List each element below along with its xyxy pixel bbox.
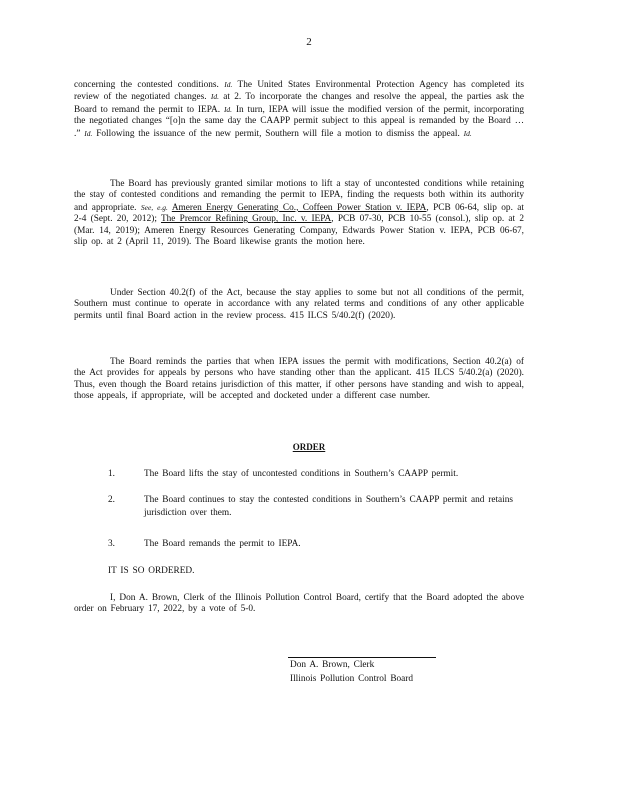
paragraph-motion-summary <box>74 79 524 140</box>
citation-id: Id. <box>463 128 472 138</box>
case-name: The Premcor Refining Group, Inc. v. IEPA <box>160 214 332 225</box>
text-run: Following the issuance of the new permit, Southern will file a motion to dismiss the appeal. <box>96 128 460 139</box>
citation-signal: See, e.g. <box>140 202 168 212</box>
order-item-text: The Board continues to stay the contested conditions in Southern’s CAAPP permit and retains jurisdiction over them. <box>144 495 514 518</box>
so-ordered: IT IS SO ORDERED. <box>108 566 195 576</box>
text-run: , PCB 07-30, PCB 10-55 (consol.), slip op. at 2 (Mar. 14, 2019); Ameren Energy Resources Generating Company, Edwards Power Station v. IEPA, PCB 06-67, slip op. at 2 (April 11, 2019). The Board likewise grants the motion here. <box>74 214 524 248</box>
order-heading: ORDER <box>292 442 326 452</box>
signatory-name: Don A. Brown, Clerk <box>290 660 375 670</box>
citation-id: Id. <box>210 92 219 102</box>
text-run: In turn, IEPA will issue the modified version of the permit, incorporating the negotiated changes “[o]n the same day the CAAPP permit subject to this appeal is remanded by the Board … .” <box>74 104 525 139</box>
page-number: 2 <box>306 36 312 48</box>
paragraph-appeals-reminder: The Board reminds the parties that when IEPA issues the permit with modifications, Section 40.2(a) of the Act provides for appeals by persons who have standing other than the applicant. 415 ILCS 5/40.2(a) (2020). Thus, even though the Board retains jurisdiction of this matter, if other persons have standing and wish to appeal, those appeals, if appropriate, will be accepted and docketed under a different case number. <box>74 357 524 402</box>
citation-id: Id. <box>223 104 233 114</box>
order-item-text: The Board remands the permit to IEPA. <box>144 539 301 549</box>
citation-id: Id. <box>84 128 93 138</box>
clerk-certification: I, Don A. Brown, Clerk of the Illinois Pollution Control Board, certify that the Board adopted the above order on February 17, 2022, by a vote of 5-0. <box>74 593 524 615</box>
paragraph-section-40-2f: Under Section 40.2(f) of the Act, because the stay applies to some but not all conditions of the permit, Southern must continue to operate in accordance with any related terms and conditions of any other applicable permits until final Board action in the review process. 415 ILCS 5/40.2(f) (2020). <box>74 288 524 321</box>
text-run: The Board has previously granted similar motions to lift a stay of uncontested conditions while retaining the stay of contested conditions and remanding the permit to IEPA, finding the requests both within its authority and appropriate. <box>74 179 524 213</box>
order-item-number: 2. <box>108 495 115 505</box>
signatory-organization: Illinois Pollution Control Board <box>290 674 414 684</box>
citation-id: Id. <box>224 80 233 89</box>
text-run: The United States Environmental Protection Agency has completed its review of the negotiated changes. <box>74 80 524 103</box>
signature-line <box>288 657 436 658</box>
text-run: at 2. To incorporate the changes and resolve the appeal, the parties ask the Board to remand the permit to IEPA. <box>74 92 525 115</box>
text-run: , PCB 06-64, slip op. at 2-4 (Sept. 20, 2012); <box>74 202 525 225</box>
order-item-number: 3. <box>108 539 115 549</box>
case-name: Ameren Energy Generating Co., Coffeen Power Station v. IEPA <box>171 202 427 213</box>
paragraph-precedent <box>74 179 524 248</box>
order-item-text: The Board lifts the stay of uncontested conditions in Southern’s CAAPP permit. <box>144 469 459 479</box>
text-run: concerning the contested conditions. <box>74 80 219 90</box>
order-item-number: 1. <box>108 469 115 479</box>
